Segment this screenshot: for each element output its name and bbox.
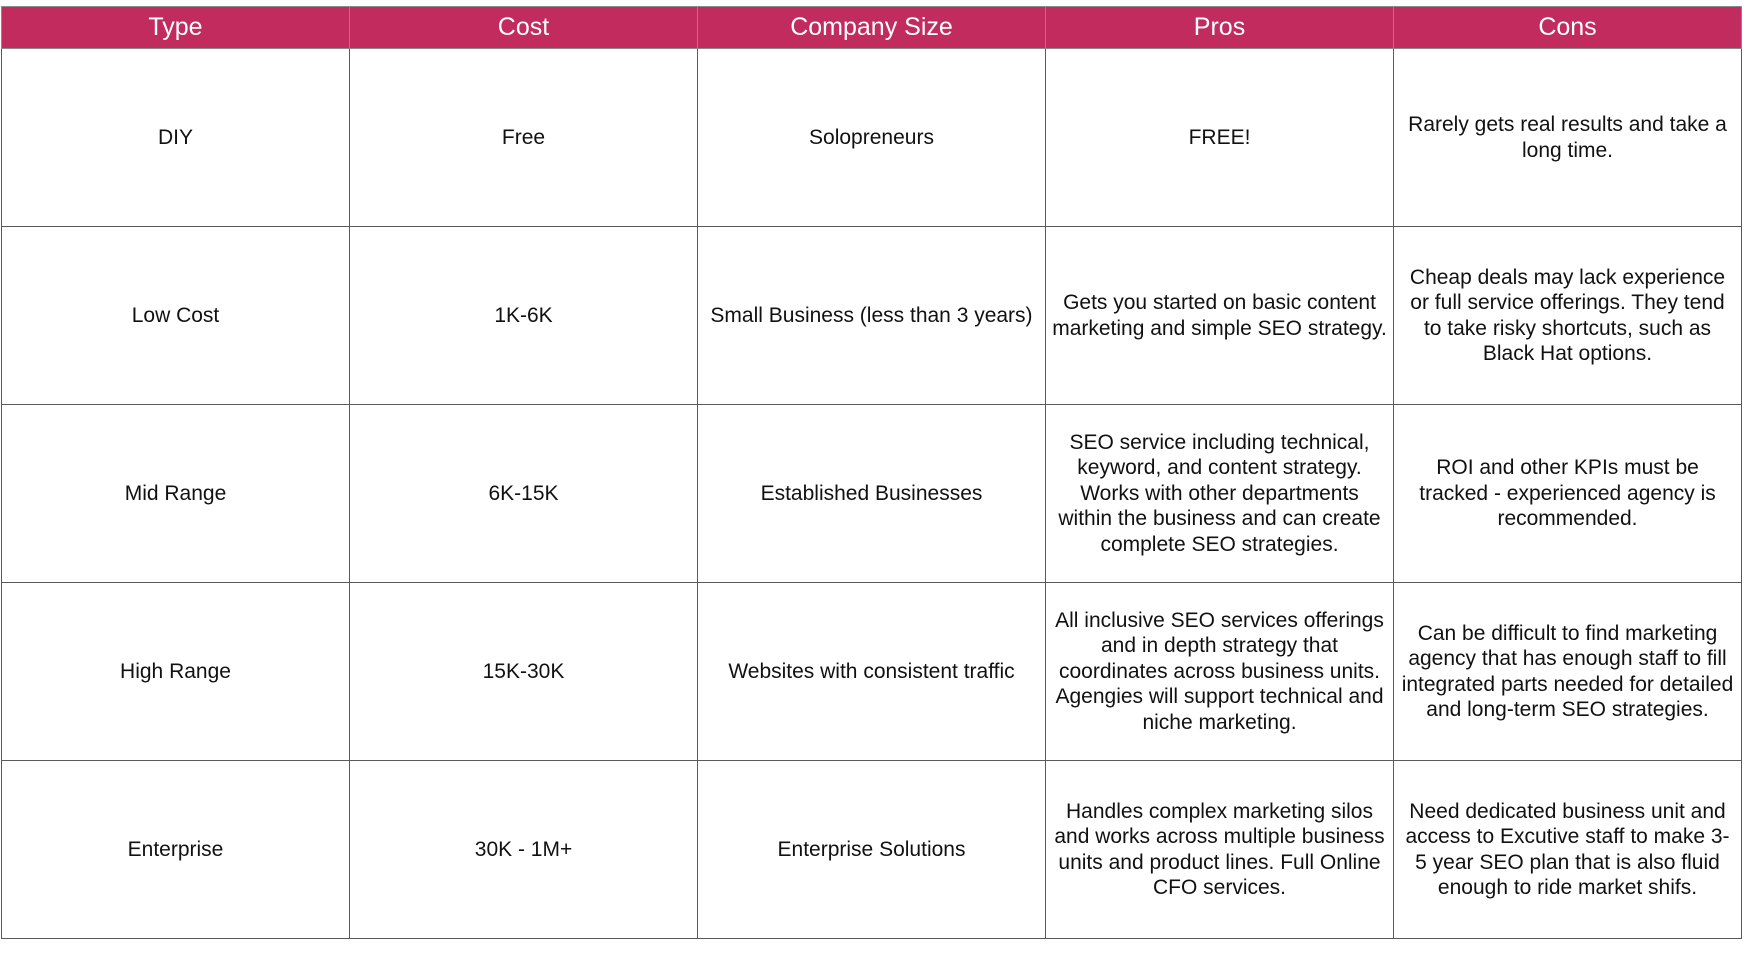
table-row <box>2 49 1742 227</box>
cell-company-size: Small Business (less than 3 years) <box>698 227 1046 405</box>
cell-cost: Free <box>350 49 698 227</box>
header-cons: Cons <box>1394 7 1742 49</box>
cell-pros: FREE! <box>1046 49 1394 227</box>
cell-cons: Need dedicated business unit and access to Excutive staff to make 3-5 year SEO plan that is also fluid enough to ride market shifs. <box>1394 761 1742 939</box>
cell-type: Mid Range <box>2 405 350 583</box>
cell-type: High Range <box>2 583 350 761</box>
header-cost: Cost <box>350 7 698 49</box>
seo-pricing-table <box>1 6 1742 939</box>
cell-cons: ROI and other KPIs must be tracked - experienced agency is recommended. <box>1394 405 1742 583</box>
header-company-size: Company Size <box>698 7 1046 49</box>
table-row <box>2 227 1742 405</box>
cell-cons: Rarely gets real results and take a long time. <box>1394 49 1742 227</box>
cell-cost: 1K-6K <box>350 227 698 405</box>
header-row <box>2 7 1742 49</box>
cell-company-size: Solopreneurs <box>698 49 1046 227</box>
cell-company-size: Enterprise Solutions <box>698 761 1046 939</box>
cell-pros: All inclusive SEO services offerings and in depth strategy that coordinates across business units. Agengies will support technical and niche marketing. <box>1046 583 1394 761</box>
cell-type: Enterprise <box>2 761 350 939</box>
table-row <box>2 761 1742 939</box>
cell-cost: 15K-30K <box>350 583 698 761</box>
header-type: Type <box>2 7 350 49</box>
cell-cons: Can be difficult to find marketing agency that has enough staff to fill integrated parts needed for detailed and long-term SEO strategies. <box>1394 583 1742 761</box>
cell-cost: 6K-15K <box>350 405 698 583</box>
cell-company-size: Websites with consistent traffic <box>698 583 1046 761</box>
table-row <box>2 583 1742 761</box>
cell-type: Low Cost <box>2 227 350 405</box>
table-row <box>2 405 1742 583</box>
header-pros: Pros <box>1046 7 1394 49</box>
cell-type: DIY <box>2 49 350 227</box>
cell-cost: 30K - 1M+ <box>350 761 698 939</box>
cell-company-size: Established Businesses <box>698 405 1046 583</box>
cell-pros: Handles complex marketing silos and works across multiple business units and product lines. Full Online CFO services. <box>1046 761 1394 939</box>
seo-pricing-table-container <box>1 6 1741 939</box>
cell-cons: Cheap deals may lack experience or full service offerings. They tend to take risky shortcuts, such as Black Hat options. <box>1394 227 1742 405</box>
cell-pros: SEO service including technical, keyword, and content strategy. Works with other departments within the business and can create complete SEO strategies. <box>1046 405 1394 583</box>
cell-pros: Gets you started on basic content marketing and simple SEO strategy. <box>1046 227 1394 405</box>
